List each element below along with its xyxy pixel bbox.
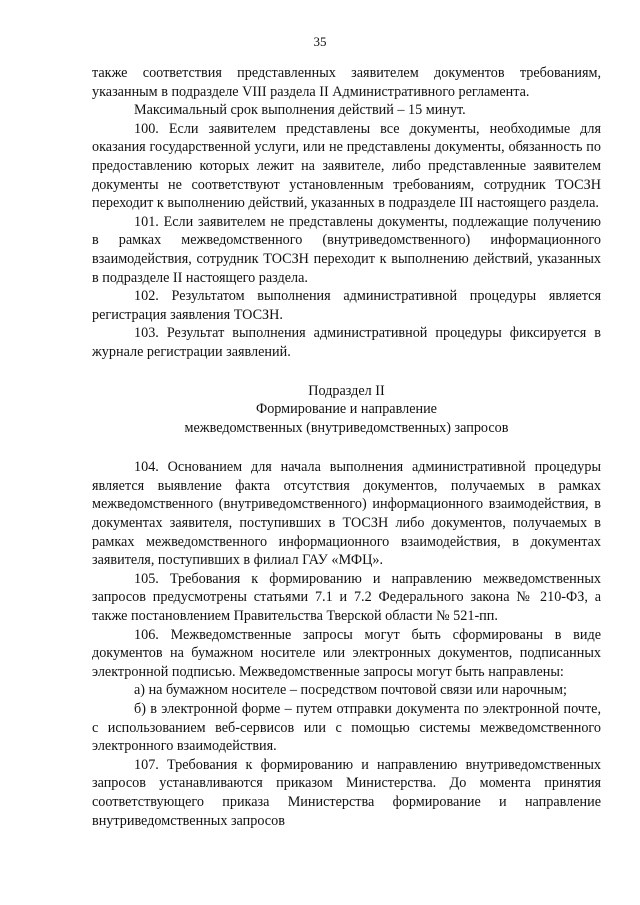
paragraph: 106. Межведомственные запросы могут быть сформированы в виде документов на бумажном носителе или электронных документов, подписанных электронной подписью. Межведомственные запросы могут быть направлены: [92,626,601,680]
paragraph: 103. Результат выполнения административной процедуры фиксируется в журнале регистрации заявлений. [92,325,601,360]
spacer [92,362,601,382]
page-number: 35 [313,34,327,49]
paragraph: также соответствия представленных заявителем документов требованиям, указанным в подразделе VIII раздела II Административного регламента. [92,65,601,100]
section-heading-title: Формирование и направление [256,401,437,418]
paragraph: 104. Основанием для начала выполнения административной процедуры является выявление факта отсутствия документов, получаемых в рамках межведомственного (внутриведомственного) информационного взаимодействия, в документах заявителя, поступивших в ТОСЗН либо документов, получаемых в рамках межведомственного информационного взаимодействия, в документах заявителя, поступивших в филиал ГАУ «МФЦ». [92,459,601,569]
document-body [92,64,601,830]
spacer [92,437,601,458]
paragraph: 107. Требования к формированию и направлению внутриведомственных запросов устанавливаются приказом Министерства. До момента принятия соответствующего приказа Министерства формирование и направление внутриведомственных запросов [92,756,601,829]
paragraph: 105. Требования к формированию и направлению межведомственных запросов предусмотрены статьями 7.1 и 7.2 Федерального закона № 210-ФЗ, а также постановлением Правительства Тверской области № 521-пп. [92,570,601,625]
paragraph: 102. Результатом выполнения административной процедуры является регистрация заявления ТОСЗН. [92,288,601,323]
section-heading-number: Подраздел II [308,382,385,399]
paragraph: 101. Если заявителем не представлены документы, подлежащие получению в рамках межведомственного (внутриведомственного) информационного взаимодействия, сотрудник ТОСЗН переходит к выполнению действий, указанных в подразделе II настоящего раздела. [92,213,601,286]
paragraph: б) в электронной форме – путем отправки документа по электронной почте, с использованием веб-сервисов или с помощью системы межведомственного электронного взаимодействия. [92,701,601,755]
section-heading-subtitle: межведомственных (внутриведомственных) запросов [184,419,509,436]
paragraph: Максимальный срок выполнения действий – 15 минут. [134,102,466,119]
paragraph: а) на бумажном носителе – посредством почтовой связи или нарочным; [134,682,567,699]
paragraph: 100. Если заявителем представлены все документы, необходимые для оказания государственной услуги, или не представлены документы, обязанность по предоставлению которых лежит на заявителе, либо представленные заявителем документы не соответствуют установленным требованиям, сотрудник ТОСЗН переходит к выполнению действий, указанных в подразделе III настоящего раздела. [92,120,601,212]
